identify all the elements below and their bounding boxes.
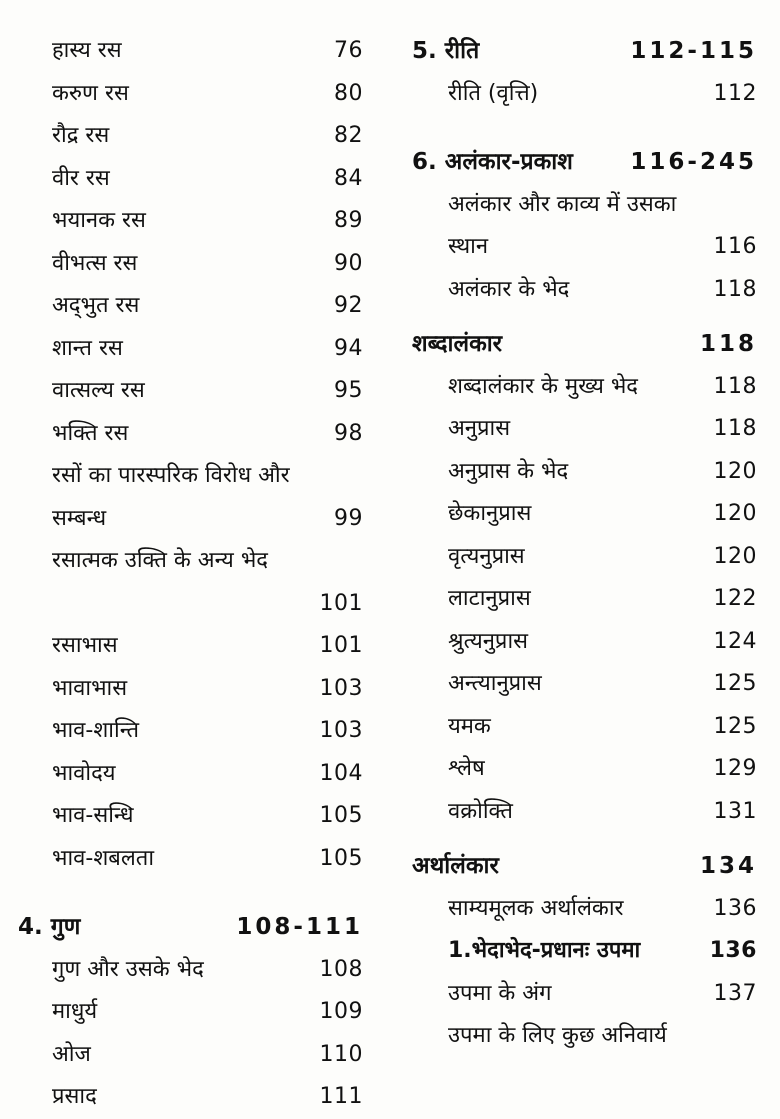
toc-entry-label: रसाभास	[52, 633, 118, 658]
chapter-5-heading[interactable]	[412, 30, 757, 73]
toc-entry-page: 136	[713, 895, 757, 921]
toc-entry-page: 94	[334, 335, 363, 361]
toc-entry-label: लाटानुप्रास	[448, 586, 531, 611]
arthalankar-entries	[412, 888, 757, 931]
toc-entry-label: शान्त रस	[52, 335, 123, 361]
toc-entry[interactable]	[18, 795, 363, 838]
toc-entry-page: 129	[713, 756, 757, 781]
toc-entry-page: 122	[713, 586, 757, 611]
toc-entry[interactable]	[18, 838, 363, 881]
toc-entry[interactable]	[18, 328, 363, 371]
toc-entry-label: भाव-शान्ति	[52, 718, 140, 743]
toc-entry[interactable]	[412, 706, 757, 749]
spacer	[412, 115, 757, 141]
chapter-title: 6. अलंकार-प्रकाश	[412, 149, 573, 175]
shabdalankar-heading[interactable]	[412, 323, 757, 366]
toc-entry-page: 84	[334, 165, 363, 191]
left-entries	[18, 30, 363, 880]
toc-entry-label: भयानक रस	[52, 208, 146, 233]
toc-entry-label: वृत्यनुप्रास	[448, 543, 525, 569]
toc-entry-page: 101	[319, 633, 363, 658]
toc-entry[interactable]	[18, 753, 363, 796]
toc-entry-label: छेकानुप्रास	[448, 501, 532, 526]
toc-entry-page: 124	[713, 628, 757, 654]
chapter-6-heading[interactable]	[412, 141, 757, 184]
toc-entry-label: भावाभास	[52, 675, 128, 701]
toc-entry[interactable]	[412, 1015, 757, 1058]
toc-entry-page: 89	[334, 208, 363, 233]
chapter-pages: 116-245	[630, 149, 757, 175]
toc-entry-label: भाव-सन्धि	[52, 803, 134, 828]
toc-entry[interactable]	[412, 663, 757, 706]
toc-entry-label: श्लेष	[448, 756, 485, 781]
section-page: 134	[699, 853, 757, 879]
toc-entry-label: हास्य रस	[52, 38, 122, 63]
toc-entry-page: 125	[713, 713, 757, 739]
toc-entry[interactable]	[18, 285, 363, 328]
toc-entry[interactable]	[18, 413, 363, 456]
toc-entry-label: अनुप्रास	[448, 416, 511, 441]
toc-entry-page: 110	[319, 1041, 363, 1067]
toc-entry-label: भाव-शबलता	[52, 845, 155, 871]
toc-entry-label: यमक	[448, 713, 491, 739]
toc-entry[interactable]	[412, 73, 757, 116]
toc-entry-label: 1.भेदाभेद-प्रधानः उपमा	[448, 938, 641, 963]
toc-entry-page: 92	[334, 293, 363, 318]
toc-entry-page: 76	[334, 38, 363, 63]
chapter-pages: 112-115	[630, 38, 757, 64]
toc-entry-label: उपमा के लिए कुछ अनिवार्य	[448, 1023, 667, 1048]
toc-entry-label: भक्ति रस	[52, 420, 129, 446]
left-column	[18, 30, 363, 1119]
toc-entry-label: प्रसाद	[52, 1084, 97, 1109]
toc-entry-label: अद्‌भुत रस	[52, 293, 140, 318]
toc-entry[interactable]	[18, 243, 363, 286]
toc-entry-label: ओज	[52, 1041, 91, 1067]
toc-entry-page: 80	[334, 80, 363, 106]
toc-entry-page: 111	[319, 1084, 363, 1109]
toc-entry-page: 103	[319, 675, 363, 701]
toc-entry[interactable]	[18, 115, 363, 158]
chapter-pages: 108-111	[236, 914, 363, 940]
toc-entry[interactable]	[18, 455, 363, 540]
spacer	[412, 311, 757, 323]
chapter-4-heading[interactable]	[18, 906, 363, 949]
chapter-4-entries	[18, 949, 363, 1119]
toc-entry[interactable]	[412, 536, 757, 579]
toc-entry-label: वीभत्स रस	[52, 250, 138, 276]
toc-entry-label: माधुर्य	[52, 999, 98, 1024]
toc-entry-page: 120	[713, 501, 757, 526]
toc-entry[interactable]	[18, 949, 363, 992]
toc-entry-label: रौद्र रस	[52, 123, 110, 148]
toc-entry-page: 136	[709, 938, 757, 963]
toc-entry-page: 99	[334, 505, 363, 531]
toc-entry-page: 82	[334, 123, 363, 148]
toc-entry[interactable]	[412, 366, 757, 409]
right-column	[412, 30, 757, 1058]
toc-entry[interactable]	[412, 269, 757, 312]
toc-entry-label: वीर रस	[52, 165, 110, 191]
chapter-5-entries	[412, 73, 757, 116]
toc-entry-page: 104	[319, 760, 363, 786]
toc-entry-label: साम्यमूलक अर्थालंकार	[448, 895, 624, 921]
toc-entry-page: 120	[713, 543, 757, 569]
toc-entry[interactable]	[412, 621, 757, 664]
toc-entry-page: 112	[713, 80, 757, 106]
section-page: 118	[699, 331, 757, 357]
upama-heading[interactable]	[412, 930, 757, 973]
toc-entry-page: 116	[713, 234, 757, 259]
toc-entry[interactable]	[412, 578, 757, 621]
upama-entries	[412, 973, 757, 1058]
toc-entry-page: 137	[713, 980, 757, 1006]
toc-entry[interactable]	[18, 370, 363, 413]
toc-entry-label: रीति (वृत्ति)	[448, 80, 539, 106]
toc-entry[interactable]	[412, 184, 757, 269]
toc-entry[interactable]	[18, 1034, 363, 1077]
toc-entry-label: भावोदय	[52, 760, 116, 786]
toc-entry-label: रसात्मक उक्ति के अन्य भेद	[52, 548, 268, 573]
toc-entry-page: 109	[319, 999, 363, 1024]
toc-entry-page: 118	[713, 373, 757, 399]
toc-entry[interactable]	[18, 625, 363, 668]
toc-entry-label: अनुप्रास के भेद	[448, 458, 569, 484]
toc-entry-page: 131	[713, 798, 757, 824]
toc-entry-page: 118	[713, 416, 757, 441]
toc-entry-label: श्रुत्यनुप्रास	[448, 628, 529, 654]
toc-entry[interactable]	[18, 668, 363, 711]
toc-entry-label: शब्दालंकार के मुख्य भेद	[448, 373, 638, 399]
toc-entry-page: 90	[334, 250, 363, 276]
toc-entry-page: 108	[319, 956, 363, 982]
spacer	[412, 833, 757, 845]
arthalankar-heading[interactable]	[412, 845, 757, 888]
toc-entry-label: अन्त्यानुप्रास	[448, 671, 542, 696]
toc-entry-label: वक्रोक्ति	[448, 798, 513, 824]
toc-entry-label: वात्सल्य रस	[52, 378, 145, 403]
toc-entry[interactable]	[412, 748, 757, 791]
toc-entry-page: 101	[319, 590, 363, 616]
toc-entry[interactable]	[18, 158, 363, 201]
toc-entry[interactable]	[412, 973, 757, 1016]
toc-entry[interactable]	[18, 73, 363, 116]
toc-entry[interactable]	[412, 791, 757, 834]
chapter-title: 5. रीति	[412, 38, 480, 64]
toc-entry[interactable]	[412, 451, 757, 494]
toc-entry-page: 95	[334, 378, 363, 403]
toc-entry-label: अलंकार के भेद	[448, 276, 570, 302]
toc-entry[interactable]	[412, 493, 757, 536]
toc-entry[interactable]	[18, 540, 363, 625]
toc-entry-label: रसों का पारस्परिक विरोध और सम्बन्ध	[52, 463, 290, 531]
chapter-title: 4. गुण	[18, 914, 81, 940]
toc-entry[interactable]	[412, 888, 757, 931]
toc-entry[interactable]	[18, 30, 363, 73]
spacer	[18, 880, 363, 906]
section-title: अर्थालंकार	[412, 853, 499, 879]
toc-entry-label: अलंकार और काव्य में उसका स्थान	[448, 191, 677, 259]
toc-entry[interactable]	[18, 710, 363, 753]
toc-entry[interactable]	[18, 200, 363, 243]
toc-entry-page: 125	[713, 671, 757, 696]
shabdalankar-entries	[412, 366, 757, 834]
chapter-6-entries	[412, 184, 757, 312]
toc-entry-page: 103	[319, 718, 363, 743]
toc-entry-page: 118	[713, 276, 757, 302]
toc-entry-page: 98	[334, 420, 363, 446]
toc-entry-page: 105	[319, 803, 363, 828]
toc-entry-page: 105	[319, 845, 363, 871]
toc-entry[interactable]	[18, 991, 363, 1034]
section-title: शब्दालंकार	[412, 331, 503, 357]
toc-entry-page: 120	[713, 458, 757, 484]
toc-entry-label: करुण रस	[52, 80, 129, 106]
toc-entry[interactable]	[18, 1076, 363, 1119]
toc-entry-label: गुण और उसके भेद	[52, 956, 204, 982]
toc-entry-label: उपमा के अंग	[448, 980, 552, 1006]
toc-entry[interactable]	[412, 408, 757, 451]
